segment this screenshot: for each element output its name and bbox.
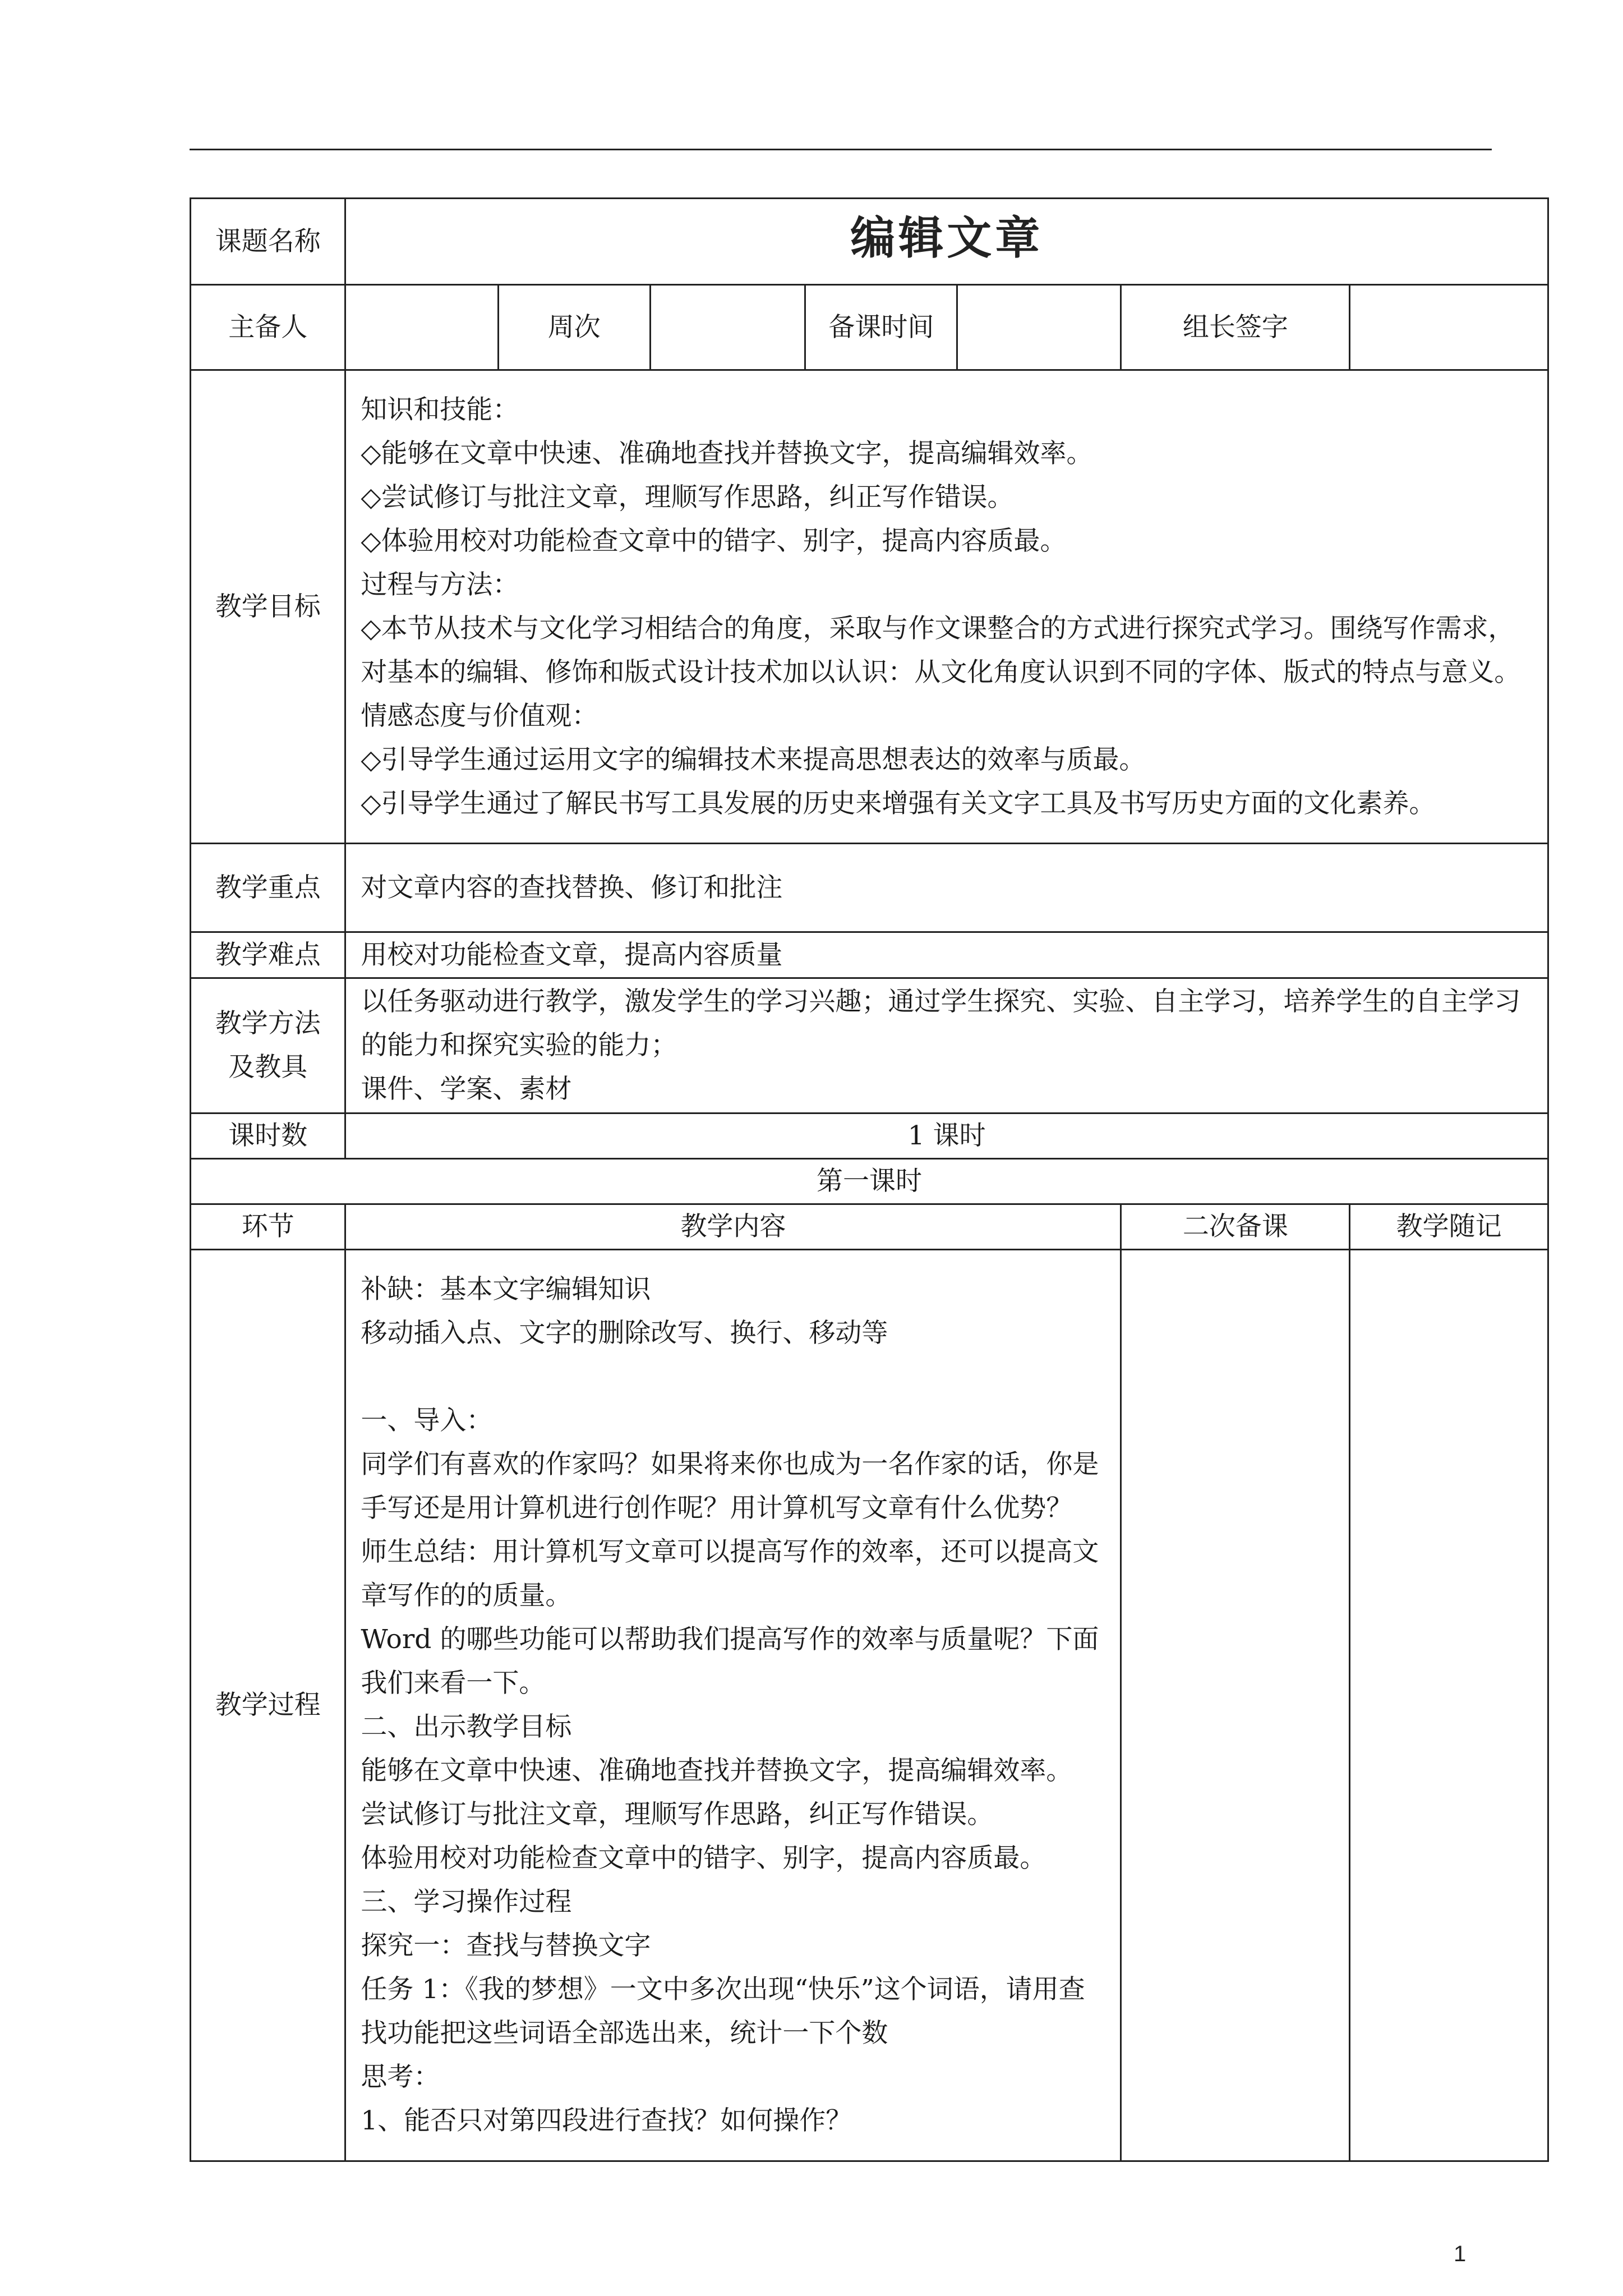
- process-line: 三、学习操作过程: [361, 1887, 572, 1917]
- row-key-points: [191, 844, 1548, 932]
- process-line: 思考：: [361, 2062, 440, 2092]
- process-line: 二、出示教学目标: [361, 1711, 572, 1742]
- process-blank-line: [361, 1355, 1105, 1399]
- leader-sign-value: [1350, 285, 1548, 370]
- hours-value: 1 课时: [345, 1114, 1548, 1159]
- lesson-plan-table: [190, 197, 1549, 2162]
- goals-line: 知识和技能：: [361, 394, 519, 425]
- page-number: 1: [1454, 2242, 1467, 2266]
- goals-line: 过程与方法：: [361, 569, 519, 600]
- goals-line: ◇引导学生通过了解民书写工具发展的历史来增强有关文字工具及书写历史方面的文化素养。: [361, 788, 1436, 819]
- section-title: 第一课时: [191, 1159, 1548, 1204]
- goals-line: ◇能够在文章中快速、准确地查找并替换文字，提高编辑效率。: [361, 438, 1093, 469]
- process-label: 教学过程: [191, 1250, 345, 2161]
- process-line: 移动插入点、文字的删除改写、换行、移动等: [361, 1318, 888, 1349]
- difficulty-value: 用校对功能检查文章，提高内容质量: [345, 932, 1548, 978]
- process-line: 1、能否只对第四段进行查找？如何操作？: [361, 2105, 852, 2136]
- prep-time-value: [957, 285, 1121, 370]
- goals-line: ◇体验用校对功能检查文章中的错字、别字，提高内容质最。: [361, 525, 1067, 556]
- process-line: 体验用校对功能检查文章中的错字、别字，提高内容质最。: [361, 1843, 1046, 1874]
- process-line: 尝试修订与批注文章，理顺写作思路，纠正写作错误。: [361, 1799, 994, 1830]
- hours-label: 课时数: [191, 1114, 345, 1159]
- row-column-headers: [191, 1204, 1548, 1250]
- row-hours: [191, 1114, 1548, 1159]
- leader-sign-label: 组长签字: [1121, 285, 1350, 370]
- row-difficulty: [191, 932, 1548, 978]
- col-stage-header: 环节: [191, 1204, 345, 1250]
- difficulty-label: 教学难点: [191, 932, 345, 978]
- course-title-cell: [345, 199, 1548, 285]
- week-value: [650, 285, 805, 370]
- method-line: 课件、学案、素材: [361, 1074, 572, 1105]
- row-course-title: [191, 199, 1548, 285]
- method-line: 以任务驱动进行教学，激发学生的学习兴趣；通过学生探究、实验、自主学习，培养学生的自主学习的能力和探究实验的能力；: [361, 986, 1521, 1061]
- process-line: 补缺：基本文字编辑知识: [361, 1274, 651, 1305]
- process-content: [345, 1250, 1121, 2161]
- col-notes-header: 教学随记: [1350, 1204, 1548, 1250]
- process-line: 同学们有喜欢的作家吗？如果将来你也成为一名作家的话，你是手写还是用计算机进行创作呢？用计算机写文章有什么优势？: [361, 1449, 1099, 1524]
- key-points-label: 教学重点: [191, 844, 345, 932]
- row-section-title: [191, 1159, 1548, 1204]
- notes-cell: [1350, 1250, 1548, 2161]
- second-prep-cell: [1121, 1250, 1350, 2161]
- week-label: 周次: [498, 285, 650, 370]
- row-goals: [191, 370, 1548, 844]
- process-line: Word 的哪些功能可以帮助我们提高写作的效率与质量呢？下面我们来看一下。: [361, 1624, 1099, 1699]
- col-second-prep-header: 二次备课: [1121, 1204, 1350, 1250]
- method-content: [345, 978, 1548, 1114]
- row-preparer: [191, 285, 1548, 370]
- preparer-label: 主备人: [191, 285, 345, 370]
- row-process: [191, 1250, 1548, 2161]
- process-line: 探究一：查找与替换文字: [361, 1930, 651, 1961]
- header-rule: [190, 149, 1492, 150]
- course-title: 编辑文章: [850, 211, 1044, 264]
- goals-line: ◇引导学生通过运用文字的编辑技术来提高思想表达的效率与质最。: [361, 744, 1146, 775]
- process-line: 任务 1：《我的梦想》一文中多次出现“快乐”这个词语，请用查找功能把这些词语全部选出来，统计一下个数: [361, 1974, 1085, 2049]
- course-label: 课题名称: [191, 199, 345, 285]
- goals-line: 情感态度与价值观：: [361, 700, 598, 731]
- prep-time-label: 备课时间: [805, 285, 957, 370]
- process-line: 一、导入：: [361, 1405, 493, 1436]
- preparer-value: [345, 285, 498, 370]
- row-method: [191, 978, 1548, 1114]
- goals-content: [345, 370, 1548, 844]
- process-line: 能够在文章中快速、准确地查找并替换文字，提高编辑效率。: [361, 1755, 1073, 1786]
- col-content-header: 教学内容: [345, 1204, 1121, 1250]
- goals-line: ◇尝试修订与批注文章，理顺写作思路，纠正写作错误。: [361, 481, 1014, 513]
- goals-line: ◇本节从技术与文化学习相结合的角度，采取与作文课整合的方式进行探究式学习。围绕写作需求，对基本的编辑、修饰和版式设计技术加以认识：从文化角度认识到不同的字体、版式的特点与意义。: [361, 613, 1521, 688]
- key-points-value: 对文章内容的查找替换、修订和批注: [345, 844, 1548, 932]
- process-line: 师生总结：用计算机写文章可以提高写作的效率，还可以提高文章写作的的质量。: [361, 1536, 1099, 1611]
- goals-label: 教学目标: [191, 370, 345, 844]
- method-label: 教学方法及教具: [191, 978, 345, 1114]
